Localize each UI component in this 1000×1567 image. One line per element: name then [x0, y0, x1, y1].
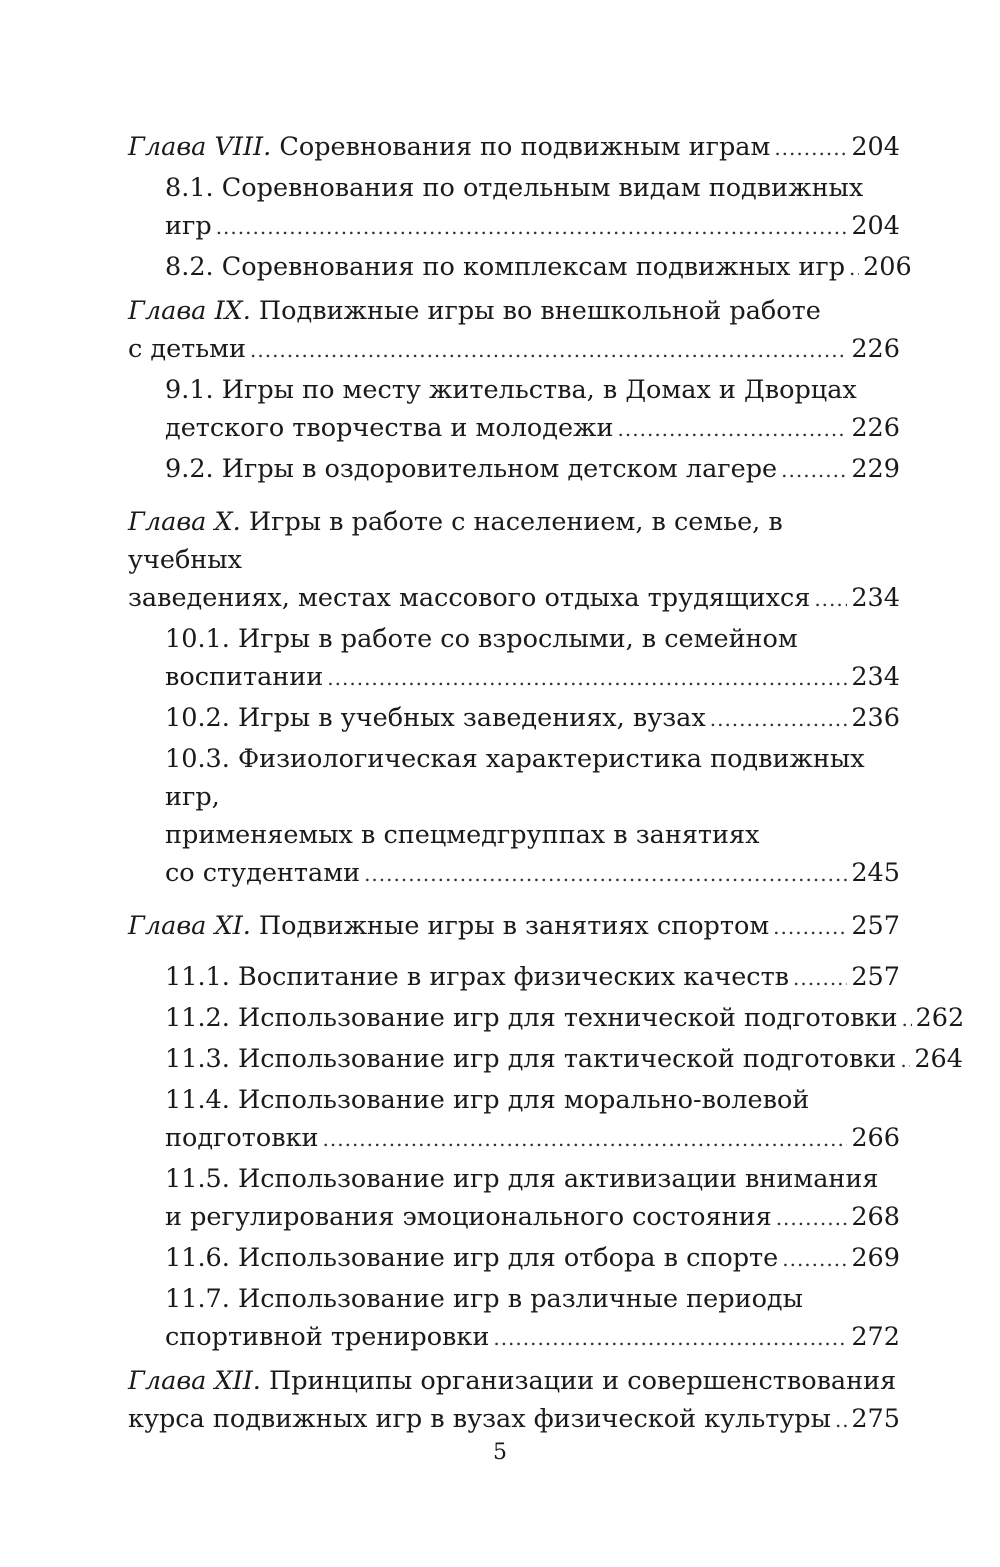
chapter-label: Глава X.: [128, 507, 241, 537]
chapter-label: Глава XII.: [128, 1366, 261, 1396]
page-number: 268: [851, 1202, 900, 1232]
dot-leader: [250, 331, 847, 369]
dot-leader: [793, 959, 847, 997]
section-title-line: 11.5. Использование игр для активизации внимания: [165, 1164, 879, 1194]
section-title-line: 10.1. Игры в работе со взрослыми, в семейном: [165, 624, 798, 654]
dot-leader: [364, 855, 847, 893]
toc-section-8-2: [128, 248, 912, 287]
toc-chapter-9: [128, 292, 900, 369]
chapter-title: Подвижные игры в занятиях спортом: [258, 911, 770, 941]
page-number: 269: [851, 1243, 900, 1273]
chapter-title-line: с детьми: [128, 334, 246, 364]
toc-section-9-2: [128, 450, 900, 489]
section-title-line: 11.7. Использование игр в различные периоды: [165, 1284, 803, 1314]
dot-leader: [618, 410, 848, 448]
section-title-line: игр: [165, 211, 212, 241]
chapter-label: Глава VIII.: [128, 132, 272, 162]
section-title-line: 10.3. Физиологическая характеристика подвижных игр,: [165, 744, 865, 812]
dot-leader: [216, 208, 848, 246]
table-of-contents: [128, 128, 965, 1439]
page-number: 204: [851, 132, 900, 162]
toc-chapter-10: [128, 503, 900, 618]
toc-section-10-1: [128, 620, 900, 697]
page-number: 257: [851, 911, 900, 941]
dot-leader: [849, 249, 859, 287]
dot-leader: [814, 580, 847, 618]
dot-leader: [776, 1199, 848, 1237]
toc-section-11-4: [128, 1081, 900, 1158]
section-title: 10.2. Игры в учебных заведениях, вузах: [165, 703, 706, 733]
section-title: 11.3. Использование игр для тактической подготовки: [165, 1044, 897, 1074]
dot-leader: [493, 1319, 847, 1357]
toc-section-11-6: [128, 1239, 900, 1278]
page-number: 234: [851, 583, 900, 613]
toc-section-11-5: [128, 1160, 900, 1237]
folio-page-number: 5: [493, 1440, 507, 1465]
toc-chapter-11: [128, 907, 900, 946]
page-number: 266: [851, 1123, 900, 1153]
section-title-line: 8.1. Соревнования по отдельным видам подвижных: [165, 173, 864, 203]
section-title-line: 11.4. Использование игр для морально-волевой: [165, 1085, 810, 1115]
toc-section-11-2: [128, 999, 965, 1038]
page-number: 204: [851, 211, 900, 241]
toc-chapter-8: [128, 128, 900, 167]
section-title-line: подготовки: [165, 1123, 319, 1153]
section-title-line: со студентами: [165, 858, 361, 888]
section-title-line: 9.1. Игры по месту жительства, в Домах и Дворцах: [165, 375, 857, 405]
page-number: 272: [851, 1322, 900, 1352]
page-number: 226: [851, 413, 900, 443]
page-number: 264: [914, 1044, 963, 1074]
page-number: 206: [863, 252, 912, 282]
chapter-title-line: Игры в работе с населением, в семье, в учебных: [128, 507, 783, 575]
chapter-title-line: заведениях, местах массового отдыха трудящихся: [128, 583, 811, 613]
toc-section-8-1: [128, 169, 900, 246]
section-title-line: и регулирования эмоционального состояния: [165, 1202, 772, 1232]
page-number: 236: [851, 703, 900, 733]
toc-section-10-2: [128, 699, 900, 738]
toc-section-9-1: [128, 371, 900, 448]
page-number: 262: [915, 1003, 965, 1033]
chapter-title: Соревнования по подвижным играм: [279, 132, 771, 162]
chapter-title-line: Подвижные игры во внешкольной работе: [258, 296, 821, 326]
toc-section-11-1: [128, 958, 900, 997]
toc-chapter-12: [128, 1362, 900, 1439]
dot-leader: [323, 1120, 848, 1158]
toc-section-11-7: [128, 1280, 900, 1357]
chapter-label: Глава IX.: [128, 296, 251, 326]
dot-leader: [773, 908, 847, 946]
section-title-line: спортивной тренировки: [165, 1322, 490, 1352]
dot-leader: [327, 659, 847, 697]
dot-leader: [781, 451, 847, 489]
dot-leader: [835, 1401, 847, 1439]
section-title: 9.2. Игры в оздоровительном детском лагере: [165, 454, 778, 484]
dot-leader: [902, 1000, 912, 1038]
page-number: 234: [851, 662, 900, 692]
page-number: 275: [851, 1404, 900, 1434]
dot-leader: [900, 1041, 910, 1079]
section-title: 11.6. Использование игр для отбора в спорте: [165, 1243, 779, 1273]
dot-leader: [710, 700, 848, 738]
section-title: 11.1. Воспитание в играх физических качеств: [165, 962, 790, 992]
toc-section-11-3: [128, 1040, 963, 1079]
section-title: 11.2. Использование игр для технической подготовки: [165, 1003, 898, 1033]
page-number: 226: [851, 334, 900, 364]
page-number: 245: [851, 858, 900, 888]
section-title: 8.2. Соревнования по комплексам подвижных игр: [165, 252, 846, 282]
chapter-title-line: курса подвижных игр в вузах физической культуры: [128, 1404, 831, 1434]
section-title-line: воспитании: [165, 662, 324, 692]
toc-section-10-3: [128, 740, 900, 893]
page-number: 229: [851, 454, 900, 484]
dot-leader: [774, 129, 847, 167]
section-title-line: применяемых в спецмедгруппах в занятиях: [165, 820, 760, 850]
chapter-title-line: Принципы организации и совершенствования: [269, 1366, 897, 1396]
section-title-line: детского творчества и молодежи: [165, 413, 614, 443]
dot-leader: [782, 1240, 847, 1278]
page-number: 257: [851, 962, 900, 992]
chapter-label: Глава XI.: [128, 911, 251, 941]
